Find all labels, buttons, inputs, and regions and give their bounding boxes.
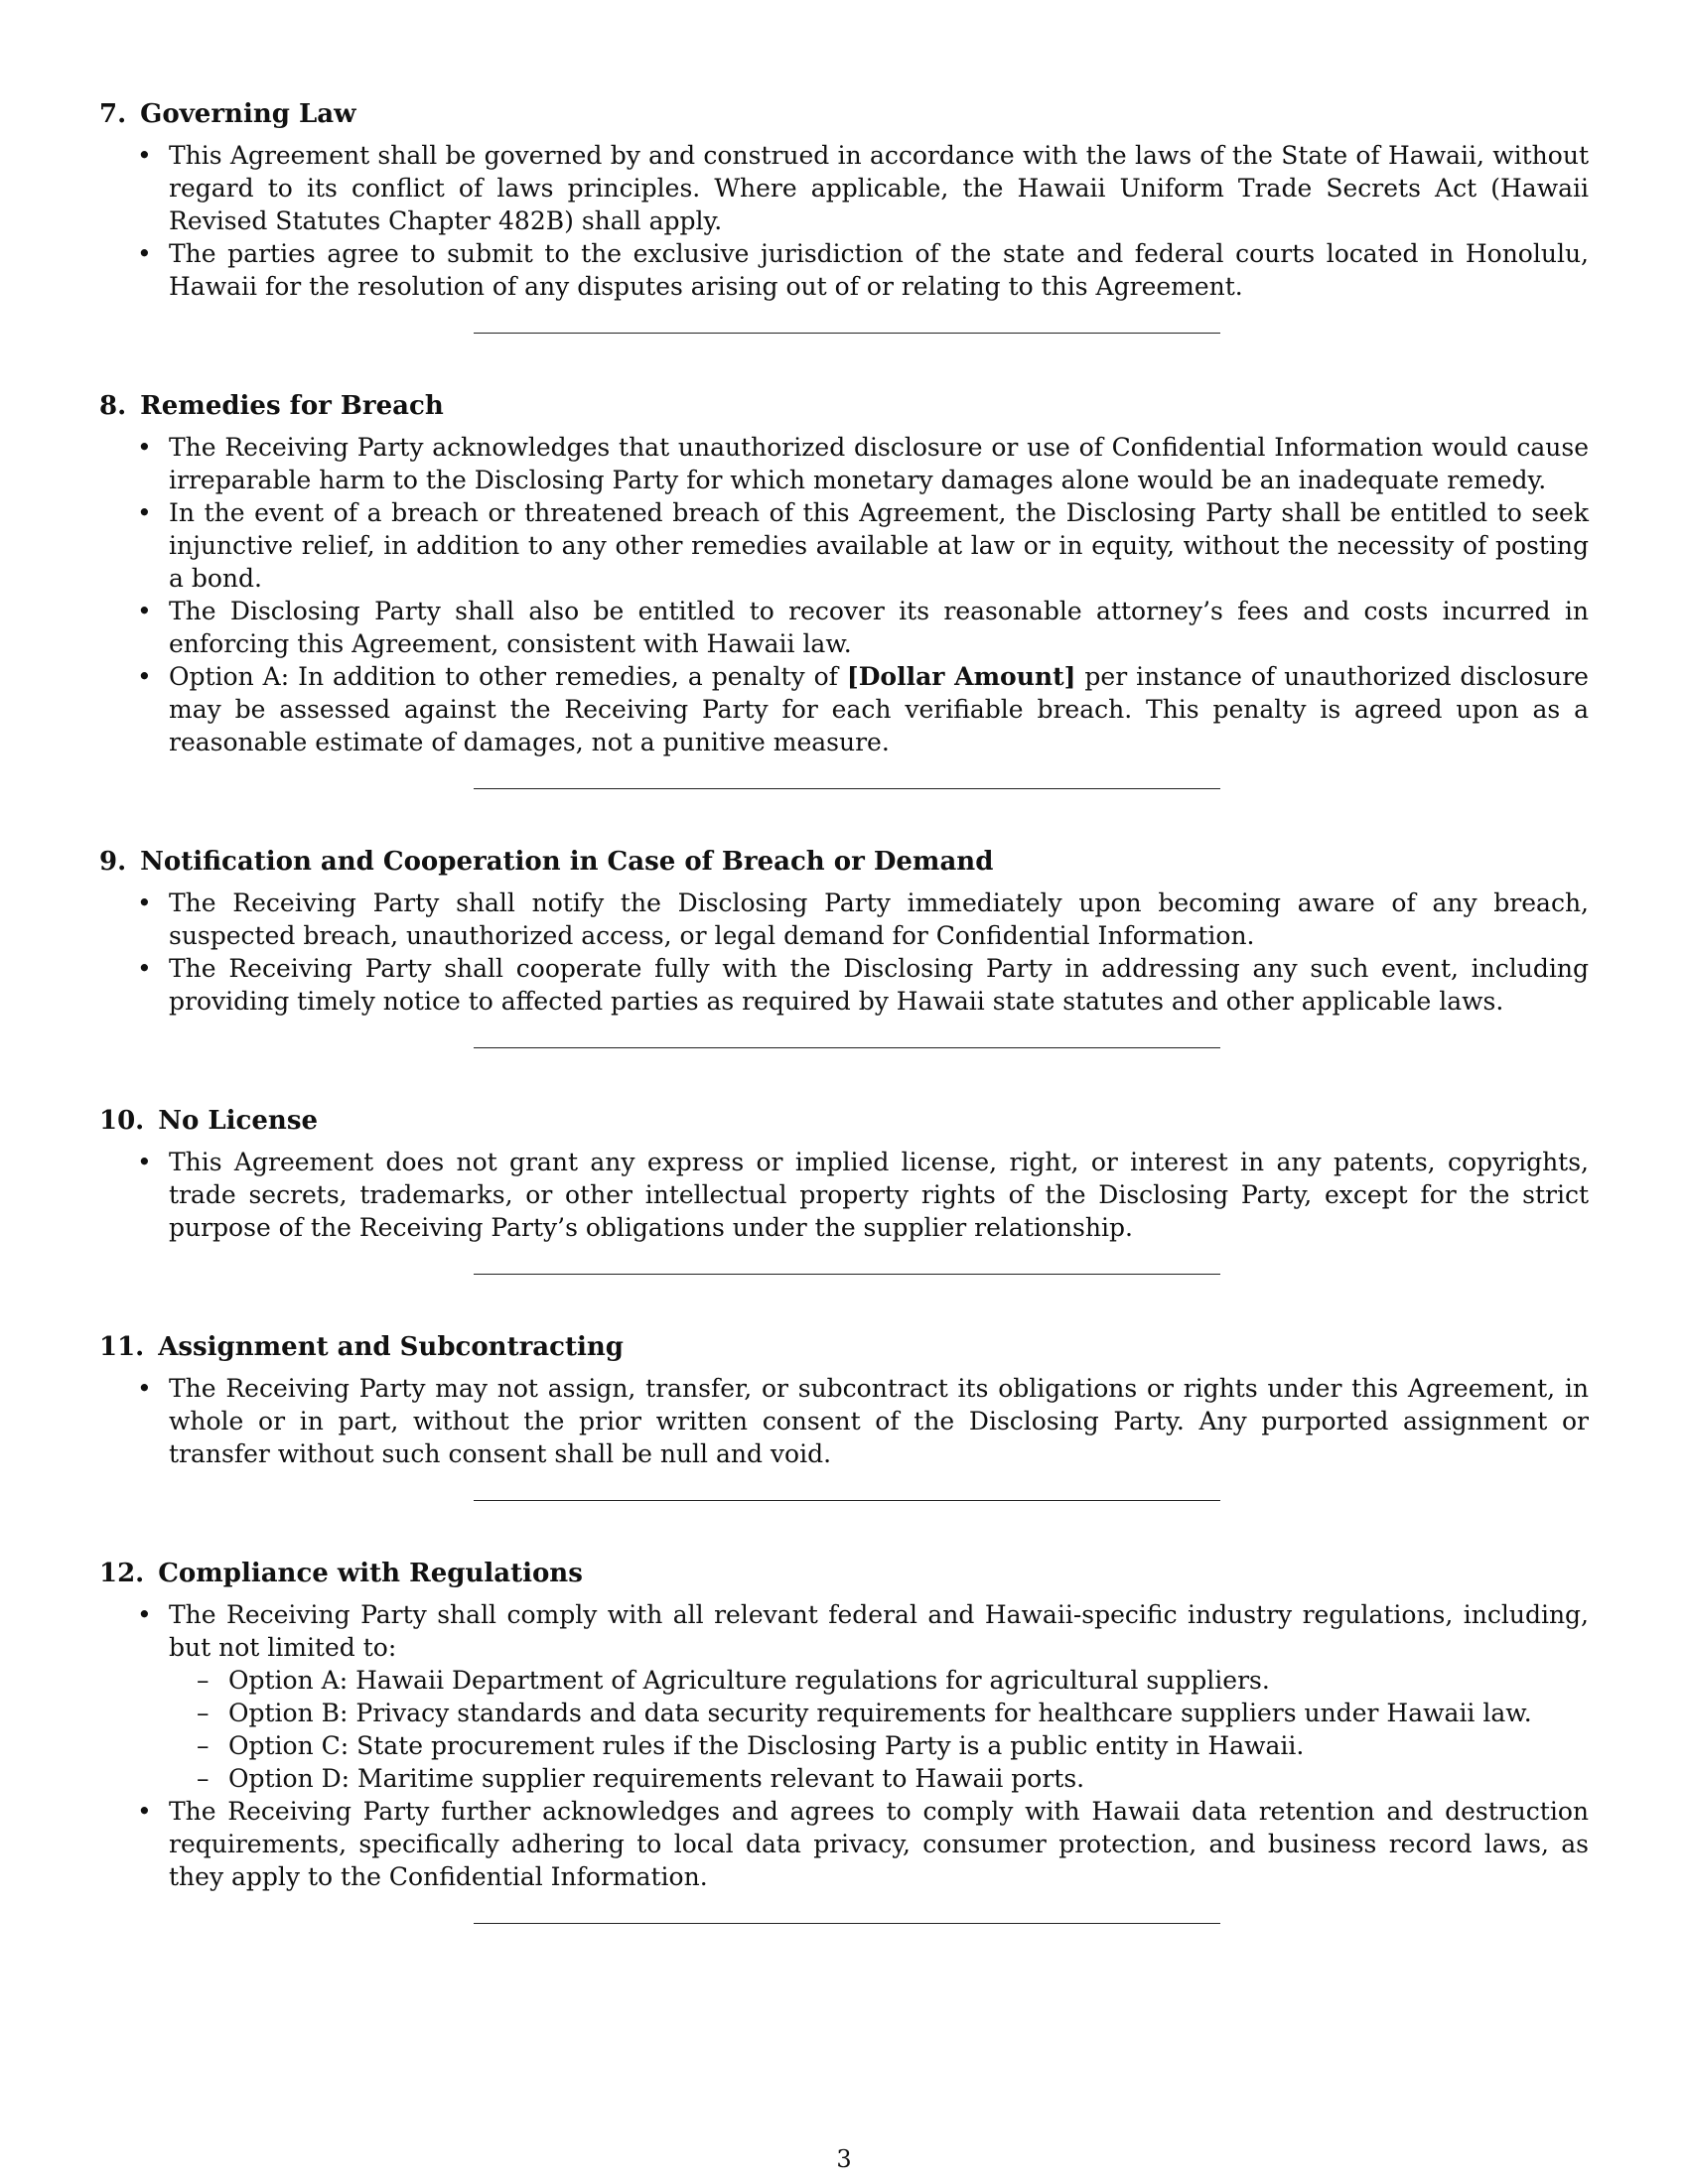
section-compliance-regulations bbox=[99, 1555, 1589, 1924]
bullet-icon: • bbox=[137, 662, 152, 691]
section-title: Governing Law bbox=[140, 99, 356, 129]
list-item bbox=[99, 496, 1589, 595]
bullet-list bbox=[99, 139, 1589, 303]
placeholder-bracket-close: ] bbox=[1063, 662, 1076, 691]
section-heading bbox=[99, 95, 1589, 133]
bullet-icon: • bbox=[137, 141, 152, 170]
list-item-text: The Receiving Party further acknowledges and agrees to comply with Hawaii data retention and destruction requirements, specifically adhering to local data privacy, consumer protection, and business record laws, as they apply to the Confidential Information. bbox=[169, 1797, 1589, 1891]
sub-list-item-text: Option A: Hawaii Department of Agriculture regulations for agricultural suppliers. bbox=[228, 1666, 1270, 1695]
sub-list-item-text: Option D: Maritime supplier requirements relevant to Hawaii ports. bbox=[228, 1764, 1085, 1793]
bullet-icon: • bbox=[137, 954, 152, 983]
list-item bbox=[99, 139, 1589, 237]
section-title: Notification and Cooperation in Case of Breach or Demand bbox=[140, 847, 994, 877]
section-number: 12. bbox=[99, 1559, 145, 1588]
bullet-icon: • bbox=[137, 239, 152, 268]
bullet-icon: • bbox=[137, 498, 152, 527]
bullet-list bbox=[99, 887, 1589, 1018]
bullet-icon: • bbox=[137, 888, 152, 917]
section-title: Assignment and Subcontracting bbox=[158, 1332, 624, 1362]
list-item-text: The parties agree to submit to the exclusive jurisdiction of the state and federal courts located in Honolulu, Hawaii for the resolution of any disputes arising out of or relating to this Agreement. bbox=[169, 239, 1589, 301]
bullet-list bbox=[99, 1372, 1589, 1470]
section-heading bbox=[99, 387, 1589, 425]
list-item bbox=[99, 1795, 1589, 1893]
option-text-before: Option A: In addition to other remedies, a penalty of bbox=[169, 662, 847, 691]
dash-icon: – bbox=[197, 1731, 210, 1760]
bullet-icon: • bbox=[137, 1148, 152, 1176]
list-item-text: The Receiving Party acknowledges that unauthorized disclosure or use of Confidential Information would cause irreparable harm to the Disclosing Party for which monetary damages alone would be an inadequate remedy. bbox=[169, 433, 1589, 494]
list-item bbox=[99, 952, 1589, 1018]
sub-list-item bbox=[169, 1762, 1589, 1795]
section-divider bbox=[474, 333, 1220, 334]
page-number: 3 bbox=[836, 2145, 852, 2173]
dollar-amount-placeholder: Dollar Amount bbox=[858, 662, 1064, 691]
list-item-text: The Disclosing Party shall also be entitled to recover its reasonable attorney’s fees and costs incurred in enforcing this Agreement, consistent with Hawaii law. bbox=[169, 597, 1589, 658]
section-title: Remedies for Breach bbox=[140, 391, 444, 421]
sub-list-item bbox=[169, 1729, 1589, 1762]
list-item-text: This Agreement does not grant any express or implied license, right, or interest in any patents, copyrights, trade secrets, trademarks, or other intellectual property rights of the Disclosing Party, except for the strict purpose of the Receiving Party’s obligations under the supplier relationship. bbox=[169, 1148, 1589, 1242]
section-title: Compliance with Regulations bbox=[158, 1559, 583, 1588]
list-item-option-a bbox=[99, 660, 1589, 758]
section-divider bbox=[474, 1274, 1220, 1275]
list-item-text: The Receiving Party shall notify the Disclosing Party immediately upon becoming aware of any breach, suspected breach, unauthorized access, or legal demand for Confidential Information. bbox=[169, 888, 1589, 950]
section-divider bbox=[474, 1500, 1220, 1501]
bullet-list bbox=[99, 1598, 1589, 1893]
section-title: No License bbox=[158, 1106, 319, 1136]
list-item-text: In the event of a breach or threatened breach of this Agreement, the Disclosing Party shall be entitled to seek injunctive relief, in addition to any other remedies available at law or in equity, without the necessity of posting a bond. bbox=[169, 498, 1589, 593]
list-item bbox=[99, 887, 1589, 952]
section-heading bbox=[99, 1328, 1589, 1366]
section-divider bbox=[474, 788, 1220, 789]
section-notification-cooperation bbox=[99, 843, 1589, 1048]
bullet-icon: • bbox=[137, 1797, 152, 1826]
list-item bbox=[99, 1146, 1589, 1244]
list-item bbox=[99, 237, 1589, 303]
dash-icon: – bbox=[197, 1699, 210, 1727]
list-item bbox=[99, 1598, 1589, 1795]
section-governing-law bbox=[99, 95, 1589, 334]
list-item-text: This Agreement shall be governed by and construed in accordance with the laws of the State of Hawaii, without regard to its conflict of laws principles. Where applicable, the Hawaii Uniform Trade Secrets Act (Hawaii Revised Statutes Chapter 482B) shall apply. bbox=[169, 141, 1589, 235]
bullet-icon: • bbox=[137, 597, 152, 625]
list-item-text: The Receiving Party shall comply with all relevant federal and Hawaii-specific industry regulations, including, but not limited to: bbox=[169, 1600, 1589, 1662]
dash-icon: – bbox=[197, 1764, 210, 1793]
section-divider bbox=[474, 1923, 1220, 1924]
sub-list-item-text: Option B: Privacy standards and data security requirements for healthcare suppliers under Hawaii law. bbox=[228, 1699, 1532, 1727]
dash-icon: – bbox=[197, 1666, 210, 1695]
section-number: 11. bbox=[99, 1332, 145, 1362]
section-remedies-for-breach bbox=[99, 387, 1589, 789]
section-heading bbox=[99, 1102, 1589, 1140]
section-heading bbox=[99, 843, 1589, 881]
bullet-icon: • bbox=[137, 1374, 152, 1403]
sub-list-item-text: Option C: State procurement rules if the Disclosing Party is a public entity in Hawaii. bbox=[228, 1731, 1305, 1760]
list-item-text: The Receiving Party shall cooperate fully with the Disclosing Party in addressing any such event, including providing timely notice to affected parties as required by Hawaii state statutes and other applicable laws. bbox=[169, 954, 1589, 1016]
bullet-list bbox=[99, 1146, 1589, 1244]
section-number: 7. bbox=[99, 99, 127, 129]
section-assignment-subcontracting bbox=[99, 1328, 1589, 1501]
sub-list bbox=[169, 1664, 1589, 1795]
list-item bbox=[99, 431, 1589, 496]
bullet-list bbox=[99, 431, 1589, 758]
bullet-icon: • bbox=[137, 433, 152, 462]
list-item bbox=[99, 1372, 1589, 1470]
option-text-after: per instance of unauthorized disclosure may be assessed against the Receiving Party for each verifiable breach. This penalty is agreed upon as a reasonable estimate of damages, not a punitive measure. bbox=[169, 662, 1589, 756]
section-heading bbox=[99, 1555, 1589, 1592]
list-item-text: The Receiving Party may not assign, transfer, or subcontract its obligations or rights under this Agreement, in whole or in part, without the prior written consent of the Disclosing Party. Any purported assignment or transfer without such consent shall be null and void. bbox=[169, 1374, 1589, 1468]
section-number: 9. bbox=[99, 847, 127, 877]
sub-list-item bbox=[169, 1664, 1589, 1697]
bullet-icon: • bbox=[137, 1600, 152, 1629]
sub-list-item bbox=[169, 1697, 1589, 1729]
placeholder-bracket-open: [ bbox=[846, 662, 859, 691]
section-number: 8. bbox=[99, 391, 127, 421]
section-divider bbox=[474, 1047, 1220, 1048]
section-number: 10. bbox=[99, 1106, 145, 1136]
document-content bbox=[99, 95, 1589, 1978]
section-no-license bbox=[99, 1102, 1589, 1275]
list-item bbox=[99, 595, 1589, 660]
